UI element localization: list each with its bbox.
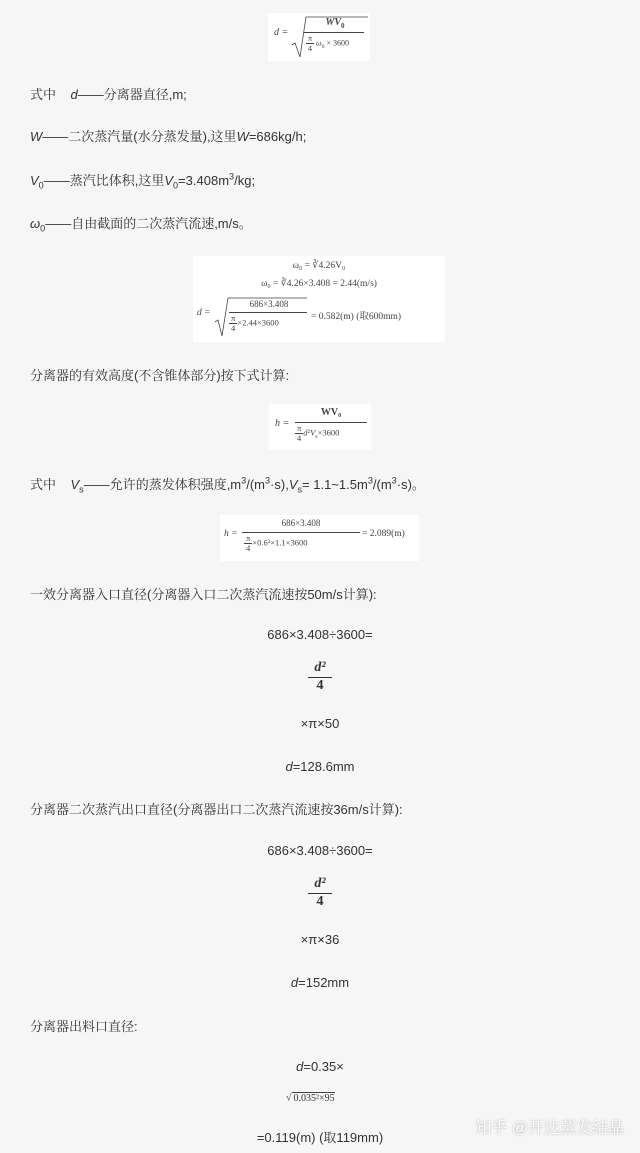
eq1-omega-sub: 0 bbox=[321, 43, 325, 50]
eq1-lhs: d = bbox=[274, 27, 289, 38]
def-v-text: ——蒸汽比体积,这里 bbox=[43, 173, 165, 188]
def-w-tail: =686kg/h; bbox=[248, 129, 307, 144]
discharge-line1-val: =0.35× bbox=[303, 1059, 344, 1074]
equation-height-calc bbox=[220, 515, 419, 561]
def-w-text: ——二次蒸汽量(水分蒸发量),这里 bbox=[42, 129, 237, 144]
height-intro: 分离器的有效高度(不含锥体部分)按下式计算: bbox=[30, 368, 290, 383]
inlet-fraction bbox=[300, 660, 340, 694]
discharge-sqrt-content: 0.035²×95 bbox=[293, 1093, 335, 1104]
eq4-lhs: h = bbox=[224, 529, 238, 539]
vs-sup1: 3 bbox=[241, 475, 247, 486]
outlet-result bbox=[0, 975, 640, 990]
outlet-line2: ×π×36 bbox=[300, 932, 340, 947]
eq1-num-sub: 0 bbox=[341, 22, 345, 30]
eq1-omega: ω bbox=[316, 38, 322, 48]
equation-velocity-diameter-calc bbox=[193, 256, 445, 342]
inlet-line1: 686×3.408÷3600= bbox=[267, 627, 373, 642]
discharge-var: d bbox=[296, 1059, 304, 1074]
vs-prefix: 式中 bbox=[30, 477, 57, 492]
eq4-pi-over-4: $\frac{\pi}{4}$ bbox=[246, 533, 251, 553]
var-vs2-sub: s bbox=[297, 484, 303, 495]
eq2-tail: = 0.582(m) (取600mm) bbox=[311, 312, 402, 322]
outlet-frac-den: 4 bbox=[316, 894, 324, 909]
eq3-pi-over-4: $\frac{\pi}{4}$ bbox=[297, 423, 302, 443]
var-omega-sub: 0 bbox=[40, 223, 46, 234]
definition-v0 bbox=[30, 172, 255, 190]
eq3-den-tail: ×3600 bbox=[317, 427, 340, 438]
vs-text5: /(m bbox=[372, 477, 392, 492]
eq4-num: 686×3.408 bbox=[281, 518, 321, 528]
var-vs2: V bbox=[288, 477, 298, 492]
outlet-frac-num: d² bbox=[308, 876, 332, 894]
vs-text: ——允许的蒸发体积强度,m bbox=[83, 477, 242, 492]
var-v2-sub: 0 bbox=[173, 180, 179, 191]
eq3-lhs: h = bbox=[275, 418, 290, 429]
eq2-row1: ω₀ = ∛4.26V₀ bbox=[292, 261, 346, 271]
eq2-den: ×2.44×3600 bbox=[237, 317, 279, 328]
eq3-den-sub: s bbox=[315, 434, 318, 441]
eq3-num: WV₀ bbox=[320, 407, 342, 418]
discharge-line1 bbox=[0, 1059, 640, 1074]
vs-sup4: 3 bbox=[391, 475, 397, 486]
vs-text2: /(m bbox=[246, 477, 265, 492]
inlet-result bbox=[0, 759, 640, 774]
eq4-frac-bar bbox=[242, 532, 360, 533]
vs-sup3: 3 bbox=[367, 475, 373, 486]
eq3-den-rest: d²V bbox=[303, 427, 316, 438]
def-omega-text: ——自由截面的二次蒸汽流速,m/s。 bbox=[45, 216, 252, 231]
outlet-line1: 686×3.408÷3600= bbox=[267, 843, 373, 858]
eq2-frac-bar bbox=[229, 312, 307, 313]
vs-text6: ·s)。 bbox=[396, 477, 425, 492]
var-w: W bbox=[30, 129, 43, 144]
outlet-result-var: d bbox=[290, 975, 299, 990]
watermark: 知乎 @开达蒸发结晶 bbox=[475, 1120, 624, 1137]
var-vs: V bbox=[70, 477, 80, 492]
inlet-frac-num: d² bbox=[308, 660, 332, 678]
var-v-sub: 0 bbox=[38, 180, 44, 191]
eq4-tail: = 2.089(m) bbox=[362, 529, 405, 539]
eq4-den-rest: ×0.6²×1.1×3600 bbox=[252, 537, 308, 548]
discharge-result: =0.119(m) (取119mm) bbox=[256, 1130, 384, 1145]
discharge-title: 分离器出料口直径: bbox=[30, 1019, 138, 1034]
inlet-title: 一效分离器入口直径(分离器入口二次蒸汽流速按50m/s计算): bbox=[30, 587, 377, 602]
outlet-title: 分离器二次蒸汽出口直径(分离器出口二次蒸汽流速按36m/s计算): bbox=[30, 802, 403, 817]
var-v2: V bbox=[164, 173, 174, 188]
equation-diameter-formula bbox=[268, 13, 370, 61]
eq1-den-tail: × 3600 bbox=[326, 38, 350, 48]
inlet-line2: ×π×50 bbox=[300, 716, 340, 731]
fraction-bar bbox=[304, 32, 364, 33]
var-omega: ω bbox=[30, 216, 41, 231]
definition-d bbox=[30, 86, 187, 104]
eq3-frac-bar bbox=[295, 422, 367, 423]
def-d-text: ——分离器直径,m; bbox=[77, 87, 187, 102]
definition-vs bbox=[30, 476, 425, 494]
def-v-tail: =3.408m bbox=[178, 173, 230, 188]
outlet-result-val: =152mm bbox=[298, 975, 350, 990]
vs-text4: = 1.1~1.5m bbox=[302, 477, 368, 492]
outlet-fraction bbox=[300, 876, 340, 910]
definition-omega0 bbox=[30, 215, 252, 233]
eq2-row2: ω₀ = ∛4.26×3.408 = 2.44(m/s) bbox=[261, 279, 377, 289]
definition-w bbox=[30, 128, 306, 146]
eq2-num: 686×3.408 bbox=[249, 299, 289, 309]
discharge-sqrt bbox=[286, 1092, 335, 1104]
inlet-result-val: =128.6mm bbox=[292, 759, 355, 774]
eq1-num: WV bbox=[325, 17, 342, 28]
inlet-result-var: d bbox=[285, 759, 293, 774]
vs-sup2: 3 bbox=[264, 475, 271, 486]
equation-height-formula bbox=[269, 404, 371, 450]
vs-text3: ·s), bbox=[270, 477, 289, 492]
inlet-frac-den: 4 bbox=[316, 678, 324, 693]
def-v-sup: 3 bbox=[229, 171, 235, 182]
var-d: d bbox=[70, 87, 78, 102]
def-v-end: /kg; bbox=[234, 173, 256, 188]
prefix-label: 式中 bbox=[30, 87, 57, 102]
pi-over-4: $\frac{\pi}{4}$ bbox=[308, 34, 313, 53]
sqrt-glyph: √ bbox=[286, 1092, 292, 1104]
eq2-lhs: d = bbox=[197, 308, 211, 318]
var-v: V bbox=[30, 173, 39, 188]
eq2-pi-over-4: $\frac{\pi}{4}$ bbox=[231, 313, 236, 333]
var-w2: W bbox=[236, 129, 249, 144]
var-vs-sub: s bbox=[79, 484, 84, 495]
